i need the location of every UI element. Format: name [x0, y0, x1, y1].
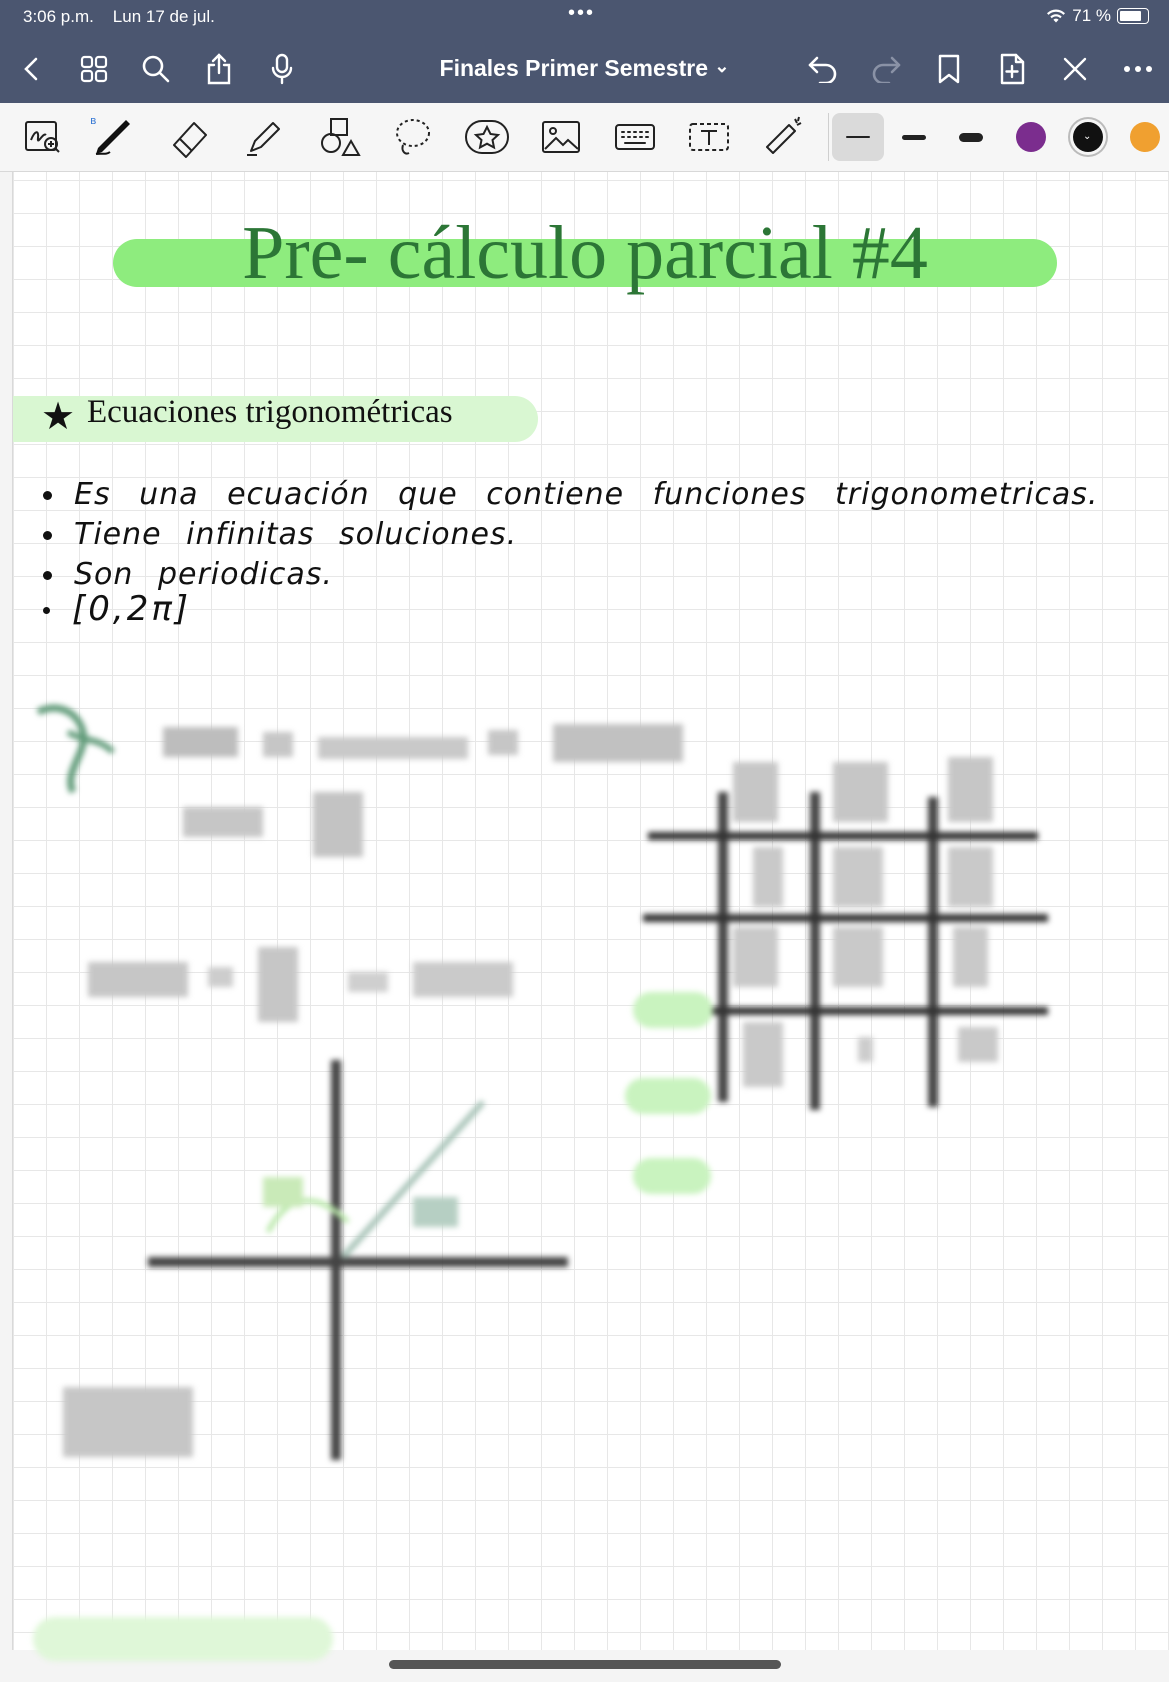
- selected-check-icon: ⌄: [1083, 131, 1092, 142]
- highlighter-tool[interactable]: [241, 113, 289, 161]
- star-icon: ★: [41, 396, 76, 438]
- status-right: [1046, 6, 1149, 26]
- battery-percent: 71 %: [1072, 6, 1111, 25]
- status-time-date: [23, 7, 215, 27]
- close-edit-button[interactable]: [1058, 52, 1092, 86]
- handwriting-zoom-tool[interactable]: [19, 113, 67, 161]
- chevron-down-icon: ⌄: [714, 56, 730, 76]
- color-swatch-orange[interactable]: [1130, 122, 1160, 152]
- stickers-tool[interactable]: [463, 113, 511, 161]
- bookmark-button[interactable]: [932, 52, 966, 86]
- laser-pointer-tool[interactable]: [759, 113, 807, 161]
- top-bar: [0, 0, 1169, 103]
- highlighter-icon: [243, 115, 287, 159]
- add-page-icon: [998, 53, 1026, 85]
- document-title-menu[interactable]: [0, 55, 1169, 82]
- svg-text:ʙ: ʙ: [90, 114, 97, 127]
- shapes-tool[interactable]: [315, 113, 363, 161]
- home-indicator[interactable]: [389, 1660, 781, 1669]
- color-swatch-black[interactable]: [1073, 122, 1103, 152]
- pen-off-icon: [1061, 55, 1089, 83]
- wifi-icon: [1046, 8, 1066, 24]
- text-box-tool[interactable]: [685, 113, 733, 161]
- eraser-tool[interactable]: [166, 113, 214, 161]
- image-tool[interactable]: [537, 113, 585, 161]
- drawing-toolbar: [0, 103, 1169, 172]
- section-title: Ecuaciones trigonométricas: [87, 394, 453, 430]
- zoom-window-icon: [24, 120, 62, 154]
- laser-pointer-icon: [761, 115, 805, 159]
- pen-icon: [90, 114, 136, 160]
- lasso-icon: [391, 115, 435, 159]
- stroke-thick[interactable]: [945, 113, 997, 161]
- toolbar-divider: [828, 113, 829, 161]
- stroke-medium[interactable]: [888, 113, 940, 161]
- battery-icon: [1117, 8, 1149, 24]
- status-date: Lun 17 de jul.: [112, 7, 215, 26]
- keyboard-icon: [614, 122, 656, 152]
- keyboard-tool[interactable]: [611, 113, 659, 161]
- eraser-icon: [168, 115, 212, 159]
- lasso-tool[interactable]: [389, 113, 437, 161]
- sticker-star-icon: [464, 117, 510, 157]
- ellipsis-icon: [1123, 65, 1153, 73]
- image-icon: [541, 119, 581, 155]
- status-time: 3:06 p.m.: [23, 7, 94, 26]
- blurred-highlight: [625, 1078, 711, 1114]
- note-page[interactable]: [12, 172, 1169, 1650]
- color-swatch-purple[interactable]: [1016, 122, 1046, 152]
- list-item: Son periodicas.: [43, 557, 333, 592]
- list-item: Tiene infinitas soluciones.: [43, 517, 517, 552]
- stroke-thin[interactable]: [832, 113, 884, 161]
- list-item: [0,2π]: [43, 589, 191, 629]
- redo-button[interactable]: [869, 52, 903, 86]
- multitask-dots[interactable]: •••: [568, 2, 596, 24]
- bookmark-icon: [937, 54, 961, 84]
- shapes-icon: [317, 115, 361, 159]
- text-box-icon: [688, 120, 730, 154]
- blurred-highlight: [633, 992, 713, 1028]
- blurred-handwriting-area: [13, 642, 1169, 1650]
- pen-tool[interactable]: [89, 113, 137, 161]
- list-item: Es una ecuación que contiene funciones trigonometricas.: [43, 477, 1098, 512]
- undo-icon: [807, 55, 839, 83]
- undo-button[interactable]: [806, 52, 840, 86]
- document-title: Finales Primer Semestre: [439, 55, 708, 81]
- blurred-highlight: [633, 1158, 711, 1194]
- status-bar: [0, 0, 1169, 34]
- redo-icon: [870, 55, 902, 83]
- add-page-button[interactable]: [995, 52, 1029, 86]
- navigation-bar: [0, 44, 1169, 94]
- blurred-sketches: [13, 642, 1169, 1650]
- blurred-highlight: [33, 1617, 333, 1661]
- page-title: Pre- cálculo parcial #4: [242, 211, 928, 295]
- more-options-button[interactable]: [1121, 52, 1155, 86]
